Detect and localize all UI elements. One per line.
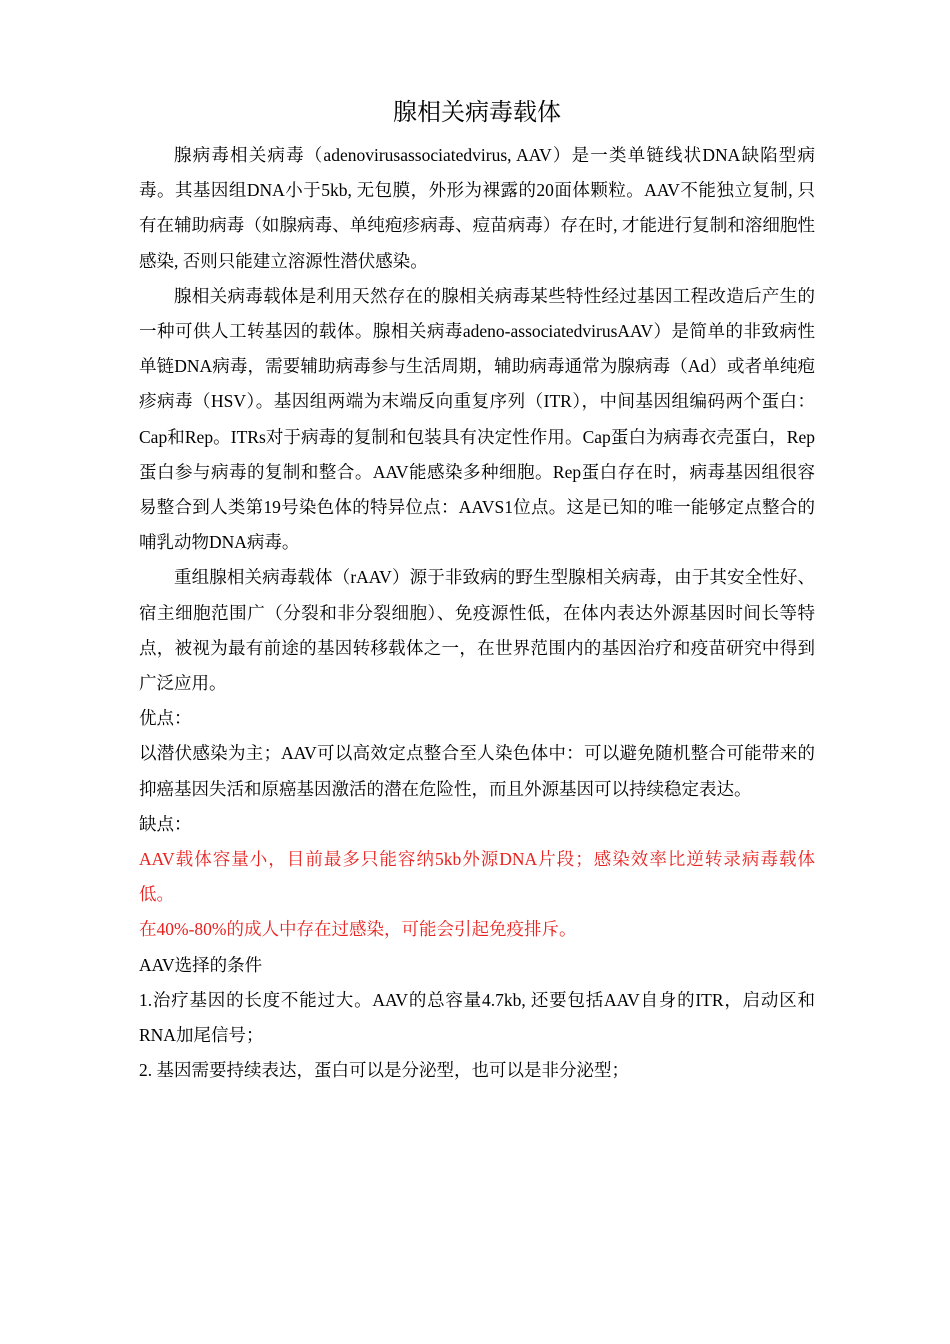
conditions-heading: AAV选择的条件 <box>139 954 263 975</box>
advantages-text: 以潜伏感染为主；AAV可以高效定点整合至人染色体中：可以避免随机整合可能带来的抑癌基因失活和原癌基因激活的潜在危险性，而且外源基因可以持续稳定表达。 <box>139 743 815 799</box>
paragraph-raav: 重组腺相关病毒载体（rAAV）源于非致病的野生型腺相关病毒，由于其安全性好、宿主细胞范围广（分裂和非分裂细胞）、免疫源性低，在体内表达外源基因时间长等特点，被视为最有前途的基因转移载体之一，在世界范围内的基因治疗和疫苗研究中得到广泛应用。 <box>139 567 815 694</box>
disadvantage-item-immunity: 在40%-80%的成人中存在过感染，可能会引起免疫排斥。 <box>139 919 577 940</box>
disadvantage-item-capacity: AAV载体容量小，目前最多只能容纳5kb外源DNA片段；感染效率比逆转录病毒载体低。 <box>139 849 815 905</box>
advantages-heading: 优点： <box>139 708 192 729</box>
paragraph-intro: 腺病毒相关病毒（adenovirusassociatedvirus, AAV）是一类单链线状DNA缺陷型病毒。其基因组DNA小于5kb, 无包膜，外形为裸露的20面体颗粒。AAV不能独立复制, 只有在辅助病毒（如腺病毒、单纯疱疹病毒、痘苗病毒）存在时, 才能进行复制和溶细胞性感染, 否则只能建立溶源性潜伏感染。 <box>139 145 815 271</box>
paragraph-vector: 腺相关病毒载体是利用天然存在的腺相关病毒某些特性经过基因工程改造后产生的一种可供人工转基因的载体。腺相关病毒adeno-associatedvirusAAV）是简单的非致病性单链DNA病毒，需要辅助病毒参与生活周期，辅助病毒通常为腺病毒（Ad）或者单纯疱疹病毒（HSV）。基因组两端为末端反向重复序列（ITR），中间基因组编码两个蛋白：Cap和Rep。ITRs对于病毒的复制和包装具有决定性作用。Cap蛋白为病毒衣壳蛋白，Rep蛋白参与病毒的复制和整合。AAV能感染多种细胞。Rep蛋白存在时，病毒基因组很容易整合到人类第19号染色体的特异位点：AAVS1位点。这是已知的唯一能够定点整合的哺乳动物DNA病毒。 <box>139 285 815 553</box>
condition-item-1: 1.治疗基因的长度不能过大。AAV的总容量4.7kb, 还要包括AAV自身的ITR，启动区和RNA加尾信号； <box>139 989 815 1046</box>
disadvantages-heading: 缺点： <box>139 813 192 834</box>
document-title: 腺相关病毒载体 <box>393 100 561 126</box>
document-body <box>139 96 815 1088</box>
condition-item-2: 2. 基因需要持续表达，蛋白可以是分泌型，也可以是非分泌型； <box>139 1060 629 1081</box>
